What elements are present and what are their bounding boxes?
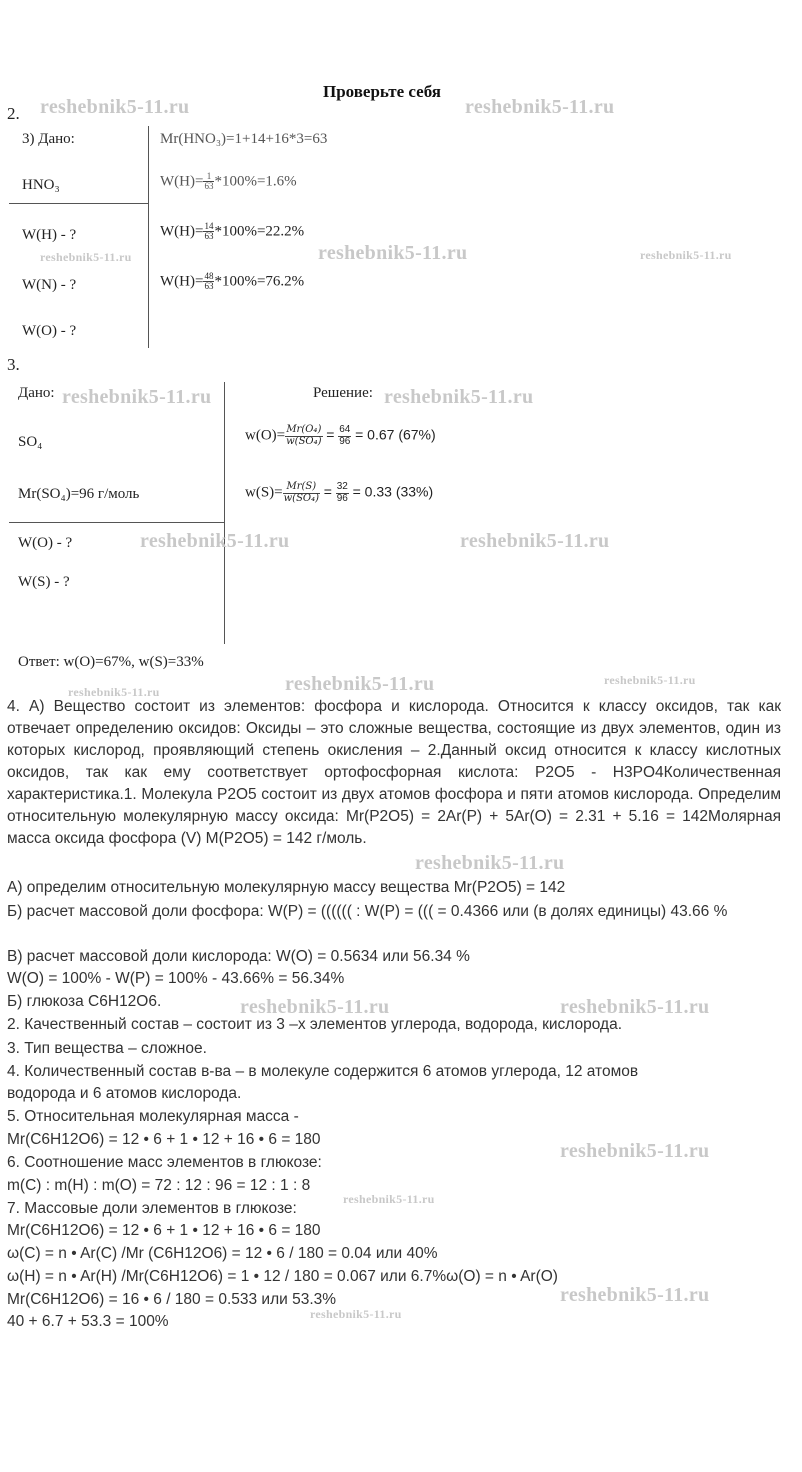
task2-given-label: 3) Дано: [22,131,75,147]
task3-answer: Ответ: w(O)=67%, w(S)=33% [18,654,204,670]
glucose-item: 5. Относительная молекулярная масса - [7,1108,299,1125]
glucose-item: 6. Соотношение масс элементов в глюкозе: [7,1154,322,1171]
task2-substance: HNO₃ [22,177,60,193]
task3-wo-fraction-1: $\frac{\text{Mr(O₄)}}{\text{w(SO₄)}}$ [286,424,322,447]
task3-wo-result: = 0.67 (67%) [355,426,436,443]
task3-mr-given: Mr(SO₄)=96 г/моль [18,486,140,502]
task3-wo-formula: w(O)= $\frac{\text{Mr(O₄)}}{\text{w(SO₄)}}$ = $\frac{64}{96}$ = 0.67 (67%) [245,424,436,447]
watermark: reshebnik5-11.ru [465,96,615,118]
task2-wh-formula [160,172,297,192]
task2-wo-fraction: $\frac{48}{63}$ [204,271,214,292]
watermark: reshebnik5-11.ru [310,1307,402,1321]
task3-ws-formula: w(S)= $\frac{Mr(S)}{\text{w(SO₄)}}$ = $\frac{32}{96}$ = 0.33 (33%) [245,481,434,504]
task2-wo-suffix: *100%=76.2% [214,273,305,290]
task2-wo-formula [160,272,304,292]
task2-wn-prefix: W(H)= [160,223,204,240]
task2-wh-suffix: *100%=1.6% [214,173,297,190]
task3-horizontal-divider [9,522,225,523]
task3-solution-label: Решение: [313,385,373,401]
task3-vertical-divider [224,382,225,644]
glucose-item: ω(H) = n • Ar(H) /Mr(C6H12O6) = 1 • 12 / 180 = 0.067 или 6.7%ω(O) = n • Ar(O) [7,1268,558,1285]
glucose-item: 2. Качественный состав – состоит из 3 –х элементов углерода, водорода, кислорода. [7,1016,623,1033]
task3-wo-fraction-2: $\frac{64}{96}$ [339,424,351,447]
task2-wn-suffix: *100%=22.2% [214,223,305,240]
watermark: reshebnik5-11.ru [343,1192,435,1206]
task3-given-label: Дано: [18,385,55,401]
glucose-item: Mr(C6H12O6) = 16 • 6 / 180 = 0.533 или 53.3% [7,1291,337,1308]
watermark: reshebnik5-11.ru [140,530,290,552]
watermark: reshebnik5-11.ru [240,996,390,1018]
task2-horizontal-divider [9,203,149,204]
task2-unknown-h: W(H) - ? [22,227,77,243]
watermark: reshebnik5-11.ru [560,996,710,1018]
task3-ws-prefix: w(S)= [245,484,283,501]
watermark: reshebnik5-11.ru [415,852,565,874]
watermark: reshebnik5-11.ru [384,386,534,408]
task2-wo-prefix: W(H)= [160,273,204,290]
task4-glucose-title: Б) глюкоза C6H12O6. [7,993,162,1010]
watermark: reshebnik5-11.ru [62,386,212,408]
watermark: reshebnik5-11.ru [285,673,435,695]
watermark: reshebnik5-11.ru [560,1284,710,1306]
task2-wn-formula [160,222,304,242]
task2-wh-prefix: W(H)= [160,173,204,190]
glucose-item: 40 + 6.7 + 53.3 = 100% [7,1313,169,1330]
watermark: reshebnik5-11.ru [318,242,468,264]
task3-ws-fraction-1: $\frac{Mr(S)}{\text{w(SO₄)}}$ [283,481,320,504]
task2-wn-fraction: $\frac{14}{63}$ [204,221,214,242]
task2-mr-line: Mr(HNO₃)=1+14+16*3=63 [160,131,328,147]
task3-ws-result: = 0.33 (33%) [352,483,434,500]
task3-unknown-s: W(S) - ? [18,574,70,590]
glucose-item: m(C) : m(H) : m(O) = 72 : 12 : 96 = 12 : 1 : 8 [7,1177,311,1194]
glucose-item: 3. Тип вещества – сложное. [7,1040,207,1057]
glucose-item: ω(C) = n • Ar(C) /Mr (C6H12O6) = 12 • 6 / 180 = 0.04 или 40% [7,1245,438,1262]
page-title: Проверьте себя [323,82,441,101]
watermark: reshebnik5-11.ru [68,685,160,699]
glucose-item: Mr(C6H12O6) = 12 • 6 + 1 • 12 + 16 • 6 = 180 [7,1222,321,1239]
glucose-item: водорода и 6 атомов кислорода. [7,1085,242,1102]
task3-unknown-o: W(O) - ? [18,535,73,551]
watermark: reshebnik5-11.ru [560,1140,710,1162]
glucose-item: 4. Количественный состав в-ва – в молекуле содержится 6 атомов углерода, 12 атомов [7,1063,639,1080]
watermark: reshebnik5-11.ru [40,250,132,264]
task4-line-v: В) расчет массовой доли кислорода: W(O) = 0.5634 или 56.34 % [7,948,470,965]
watermark: reshebnik5-11.ru [40,96,190,118]
task3-wo-prefix: w(O)= [245,427,286,444]
task4-line-a: А) определим относительную молекулярную массу вещества Mr(P2O5) = 142 [7,879,566,896]
task2-unknown-o: W(O) - ? [22,323,77,339]
watermark: reshebnik5-11.ru [640,248,732,262]
task4-paragraph: 4. А) Вещество состоит из элементов: фосфора и кислорода. Относится к классу оксидов, так как отвечает определению оксидов: Оксиды – это сложные вещества, состоящие из двух элементов, один из которых кислород, проявляющий степень окисления – 2.Данный оксид относится к классу кислотных оксидов, так как ему соответствует ортофосфорная кислота: P2O5 - H3PO4Количественная характеристика.1. Молекула P2O5 состоит из двух атомов фосфора и пяти атомов кислорода. Определим относительную молекулярную массу оксида: Mr(P2O5) = 2Ar(P) + 5Ar(O) = 2.31 + 5.16 = 142Молярная масса оксида фосфора (V) M(P2O5) = 142 г/моль. [7,698,781,847]
watermark: reshebnik5-11.ru [460,530,610,552]
glucose-item: 7. Массовые доли элементов в глюкозе: [7,1200,297,1217]
task4-line-w: W(O) = 100% - W(P) = 100% - 43.66% = 56.34% [7,970,345,987]
task3-ws-fraction-2: $\frac{32}{96}$ [336,481,348,504]
task4-line-b: Б) расчет массовой доли фосфора: W(P) = (((((( : W(P) = ((( = 0.4366 или (в долях единицы) 43.66 % [7,903,728,920]
task2-unknown-n: W(N) - ? [22,277,77,293]
task2-number: 2. [7,104,20,123]
task2-wh-fraction: $\frac{1}{63}$ [204,171,214,192]
watermark: reshebnik5-11.ru [604,673,696,687]
task2-vertical-divider [148,126,149,348]
task3-substance: SO₄ [18,434,43,450]
glucose-item: Mr(C6H12O6) = 12 • 6 + 1 • 12 + 16 • 6 = 180 [7,1131,321,1148]
task3-number: 3. [7,355,20,374]
